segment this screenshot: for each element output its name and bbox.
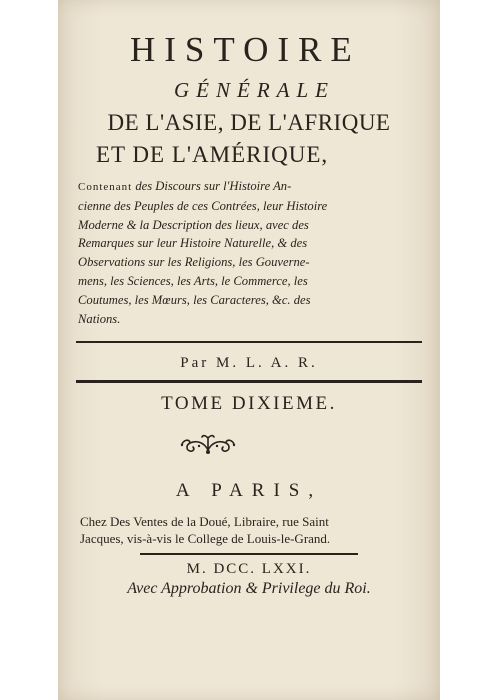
publisher-line-1: Chez Des Ventes de la Doué, Libraire, rue Saint	[80, 514, 329, 529]
description-line-8: Nations.	[78, 311, 121, 326]
description-line-1	[78, 177, 418, 197]
rule-above-year	[140, 553, 358, 555]
imprint-year: M. DCC. LXXI.	[186, 561, 312, 577]
description-paragraph	[78, 177, 418, 328]
title-line-1: HISTOIRE	[130, 30, 361, 69]
description-lead: Contenant	[78, 181, 133, 193]
author-line: Par M. L. A. R.	[180, 355, 318, 371]
title-line-2: GÉNÉRALE	[174, 78, 335, 102]
rule-above-author	[76, 341, 422, 343]
title-page	[58, 0, 440, 700]
description-line-6: mens, les Sciences, les Arts, le Commerce, les	[78, 273, 308, 288]
description-line-1-text: des Discours sur l'Histoire An-	[132, 179, 292, 193]
title-line-4: ET DE L'AMÉRIQUE,	[96, 142, 329, 167]
rule-below-author	[76, 380, 422, 383]
description-line-7: Coutumes, les Mœurs, les Caracteres, &c. des	[78, 292, 311, 307]
description-line-3: Moderne & la Description des lieux, avec des	[78, 217, 309, 232]
privilege-line: Avec Approbation & Privilege du Roi.	[127, 580, 371, 597]
volume-title: TOME DIXIEME.	[161, 393, 337, 414]
description-line-2: cienne des Peuples de ces Contrées, leur Histoire	[78, 198, 328, 213]
imprint-city: A PARIS,	[175, 480, 323, 501]
title-line-3: DE L'ASIE, DE L'AFRIQUE	[107, 110, 391, 135]
publisher-block	[80, 513, 420, 547]
publisher-line-2: Jacques, vis-à-vis le College de Louis-le-Grand.	[80, 531, 331, 546]
description-line-4: Remarques sur leur Histoire Naturelle, & des	[78, 236, 308, 251]
description-line-5: Observations sur les Religions, les Gouverne-	[78, 255, 310, 270]
ornament-icon	[178, 430, 238, 456]
